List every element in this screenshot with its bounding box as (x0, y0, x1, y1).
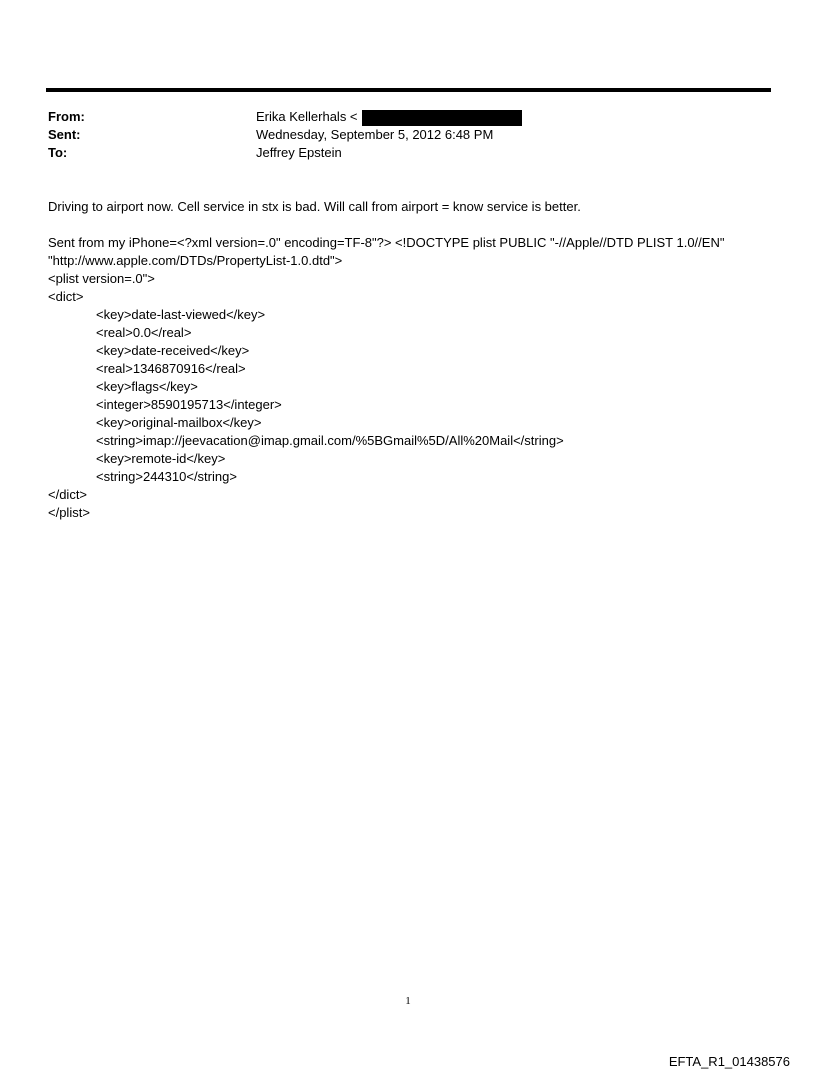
plist-line: <key>date-received</key> (96, 343, 250, 358)
paragraph-gap (48, 216, 778, 234)
sent-value: Wednesday, September 5, 2012 6:48 PM (256, 127, 494, 142)
plist-line: <integer>8590195713</integer> (96, 397, 282, 412)
plist-line: "http://www.apple.com/DTDs/PropertyList-1.0.dtd"> (48, 253, 343, 268)
email-body (48, 198, 778, 522)
from-label: From: (48, 109, 85, 124)
plist-line: <string>imap://jeevacation@imap.gmail.com/%5BGmail%5D/All%20Mail</string> (96, 433, 564, 448)
plist-line: <string>244310</string> (96, 469, 237, 484)
plist-line: <real>1346870916</real> (96, 361, 246, 376)
header-divider (46, 88, 771, 92)
plist-line: <real>0.0</real> (96, 325, 192, 340)
message-text: Driving to airport now. Cell service in stx is bad. Will call from airport = know service is better. (48, 199, 581, 214)
to-value: Jeffrey Epstein (256, 145, 342, 160)
bates-number: EFTA_R1_01438576 (668, 1054, 790, 1069)
plist-line: </dict> (48, 487, 88, 502)
plist-line: <dict> (48, 289, 84, 304)
to-row (48, 144, 768, 162)
plist-line: <key>original-mailbox</key> (96, 415, 262, 430)
page-number: 1 (405, 995, 411, 1007)
from-row (48, 108, 768, 126)
sent-label: Sent: (48, 127, 81, 142)
sent-row (48, 126, 768, 144)
from-value: Erika Kellerhals < (256, 109, 358, 124)
plist-line: </plist> (48, 505, 90, 520)
from-value-wrap (256, 108, 768, 126)
redaction-box (362, 110, 522, 126)
plist-line: <key>remote-id</key> (96, 451, 226, 466)
plist-line: Sent from my iPhone=<?xml version=.0" encoding=TF-8"?> <!DOCTYPE plist PUBLIC "-//Apple//DTD PLIST 1.0//EN" (48, 235, 725, 250)
plist-line: <key>date-last-viewed</key> (96, 307, 266, 322)
plist-line: <key>flags</key> (96, 379, 198, 394)
email-header (48, 108, 768, 162)
to-label: To: (48, 145, 68, 160)
plist-line: <plist version=.0"> (48, 271, 155, 286)
